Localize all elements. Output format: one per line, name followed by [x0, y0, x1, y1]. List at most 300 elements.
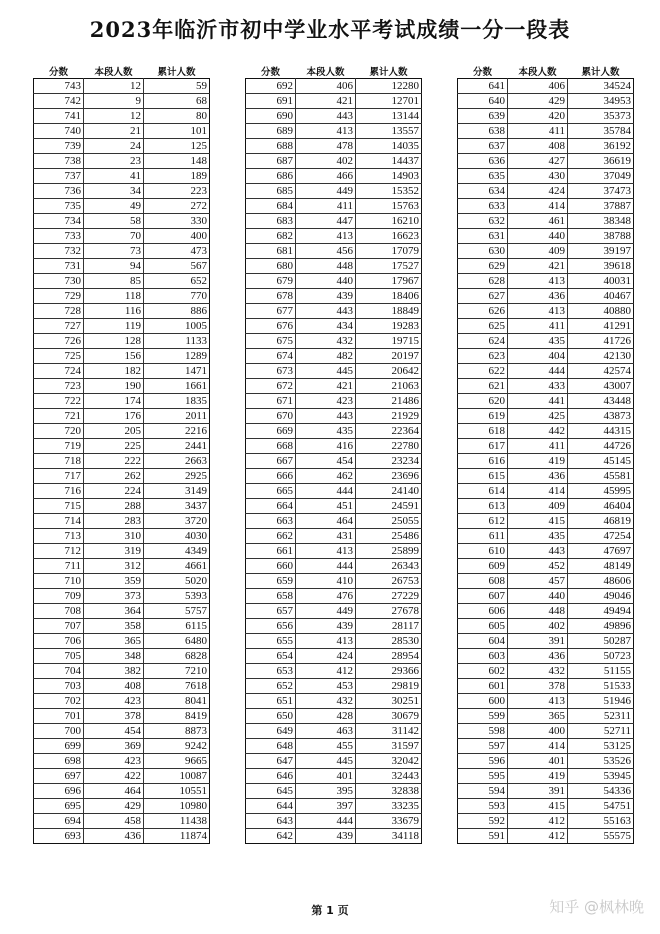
cumulative-count-cell: 28530 — [356, 634, 422, 649]
table-row — [458, 634, 634, 649]
segment-count-cell: 431 — [296, 529, 356, 544]
cumulative-count-cell: 272 — [144, 199, 210, 214]
table-row — [34, 319, 210, 334]
segment-count-cell: 454 — [296, 454, 356, 469]
score-cell: 691 — [246, 94, 296, 109]
table-row — [246, 514, 422, 529]
cumulative-count-cell: 36619 — [568, 154, 634, 169]
segment-count-cell: 409 — [508, 244, 568, 259]
cumulative-count-cell: 1133 — [144, 334, 210, 349]
cumulative-count-cell: 1835 — [144, 394, 210, 409]
segment-count-cell: 423 — [84, 754, 144, 769]
segment-count-cell: 413 — [296, 544, 356, 559]
table-row — [34, 754, 210, 769]
score-cell: 684 — [246, 199, 296, 214]
segment-count-cell: 70 — [84, 229, 144, 244]
cumulative-count-cell: 223 — [144, 184, 210, 199]
segment-count-cell: 482 — [296, 349, 356, 364]
cumulative-count-cell: 1661 — [144, 379, 210, 394]
table-row — [34, 94, 210, 109]
cumulative-count-cell: 21063 — [356, 379, 422, 394]
cumulative-count-cell: 44315 — [568, 424, 634, 439]
score-cell: 708 — [34, 604, 84, 619]
table-row — [246, 289, 422, 304]
table-row — [246, 559, 422, 574]
table-row — [458, 769, 634, 784]
cumulative-count-cell: 68 — [144, 94, 210, 109]
score-cell: 698 — [34, 754, 84, 769]
score-cell: 695 — [34, 799, 84, 814]
cumulative-count-cell: 18849 — [356, 304, 422, 319]
table-row — [34, 274, 210, 289]
table-row — [34, 769, 210, 784]
score-cell: 630 — [458, 244, 508, 259]
cumulative-count-cell: 6480 — [144, 634, 210, 649]
segment-count-cell: 358 — [84, 619, 144, 634]
cumulative-count-cell: 5757 — [144, 604, 210, 619]
segment-count-cell: 425 — [508, 409, 568, 424]
cumulative-count-cell: 1005 — [144, 319, 210, 334]
cumulative-count-cell: 17527 — [356, 259, 422, 274]
score-cell: 722 — [34, 394, 84, 409]
score-cell: 723 — [34, 379, 84, 394]
cumulative-count-cell: 400 — [144, 229, 210, 244]
table-row — [458, 469, 634, 484]
cumulative-count-cell: 30679 — [356, 709, 422, 724]
score-cell: 665 — [246, 484, 296, 499]
cumulative-count-cell: 17967 — [356, 274, 422, 289]
segment-count-cell: 413 — [508, 304, 568, 319]
score-cell: 713 — [34, 529, 84, 544]
table-row — [246, 334, 422, 349]
cumulative-count-cell: 5393 — [144, 589, 210, 604]
score-cell: 710 — [34, 574, 84, 589]
table-row — [246, 124, 422, 139]
score-cell: 736 — [34, 184, 84, 199]
score-cell: 682 — [246, 229, 296, 244]
score-cell: 604 — [458, 634, 508, 649]
segment-count-cell: 440 — [508, 589, 568, 604]
score-cell: 681 — [246, 244, 296, 259]
segment-count-cell: 432 — [508, 664, 568, 679]
cumulative-count-cell: 53526 — [568, 754, 634, 769]
score-cell: 651 — [246, 694, 296, 709]
table-row — [34, 529, 210, 544]
cumulative-count-cell: 49046 — [568, 589, 634, 604]
score-cell: 616 — [458, 454, 508, 469]
table-row — [34, 799, 210, 814]
score-cell: 662 — [246, 529, 296, 544]
cumulative-count-cell: 59 — [144, 79, 210, 94]
segment-count-cell: 12 — [84, 79, 144, 94]
table-row — [34, 589, 210, 604]
score-cell: 700 — [34, 724, 84, 739]
cumulative-count-cell: 46404 — [568, 499, 634, 514]
cumulative-count-cell: 1289 — [144, 349, 210, 364]
segment-count-cell: 262 — [84, 469, 144, 484]
table-row — [34, 619, 210, 634]
table-row — [246, 529, 422, 544]
table-row — [246, 784, 422, 799]
cumulative-count-cell: 41291 — [568, 319, 634, 334]
cumulative-count-cell: 13557 — [356, 124, 422, 139]
table-row — [458, 214, 634, 229]
segment-count-cell: 436 — [508, 469, 568, 484]
score-cell: 597 — [458, 739, 508, 754]
score-cell: 654 — [246, 649, 296, 664]
cumulative-count-cell: 10087 — [144, 769, 210, 784]
cumulative-count-cell: 40031 — [568, 274, 634, 289]
cumulative-count-cell: 20197 — [356, 349, 422, 364]
segment-count-cell: 435 — [508, 529, 568, 544]
table-row — [246, 154, 422, 169]
segment-count-cell: 412 — [296, 664, 356, 679]
segment-count-cell: 462 — [296, 469, 356, 484]
cumulative-count-cell: 30251 — [356, 694, 422, 709]
cumulative-count-cell: 23234 — [356, 454, 422, 469]
score-cell: 730 — [34, 274, 84, 289]
cumulative-count-cell: 26753 — [356, 574, 422, 589]
table-row — [458, 454, 634, 469]
cumulative-count-cell: 44726 — [568, 439, 634, 454]
segment-count-cell: 466 — [296, 169, 356, 184]
score-cell: 647 — [246, 754, 296, 769]
cumulative-count-cell: 21486 — [356, 394, 422, 409]
score-cell: 742 — [34, 94, 84, 109]
segment-count-cell: 24 — [84, 139, 144, 154]
table-row — [458, 259, 634, 274]
segment-count-cell: 448 — [508, 604, 568, 619]
cumulative-count-cell: 53125 — [568, 739, 634, 754]
segment-count-cell: 439 — [296, 829, 356, 844]
cumulative-count-cell: 34524 — [568, 79, 634, 94]
header-count: 本段人数 — [518, 67, 557, 78]
segment-count-cell: 422 — [84, 769, 144, 784]
score-cell: 696 — [34, 784, 84, 799]
segment-count-cell: 444 — [296, 559, 356, 574]
segment-count-cell: 444 — [508, 364, 568, 379]
table-row — [458, 784, 634, 799]
table-row — [246, 349, 422, 364]
table-row — [458, 799, 634, 814]
score-cell: 679 — [246, 274, 296, 289]
segment-count-cell: 359 — [84, 574, 144, 589]
table-row — [246, 649, 422, 664]
cumulative-count-cell: 46819 — [568, 514, 634, 529]
table-row — [458, 154, 634, 169]
cumulative-count-cell: 4030 — [144, 529, 210, 544]
score-cell: 601 — [458, 679, 508, 694]
table-row — [34, 184, 210, 199]
score-cell: 694 — [34, 814, 84, 829]
score-cell: 683 — [246, 214, 296, 229]
score-cell: 672 — [246, 379, 296, 394]
score-cell: 644 — [246, 799, 296, 814]
segment-count-cell: 58 — [84, 214, 144, 229]
cumulative-count-cell: 23696 — [356, 469, 422, 484]
segment-count-cell: 434 — [296, 319, 356, 334]
cumulative-count-cell: 39618 — [568, 259, 634, 274]
score-cell: 635 — [458, 169, 508, 184]
table-row — [246, 229, 422, 244]
segment-count-cell: 408 — [84, 679, 144, 694]
score-cell: 712 — [34, 544, 84, 559]
table-row — [34, 289, 210, 304]
table-row — [34, 259, 210, 274]
cumulative-count-cell: 28954 — [356, 649, 422, 664]
cumulative-count-cell: 48606 — [568, 574, 634, 589]
score-cell: 717 — [34, 469, 84, 484]
score-cell: 661 — [246, 544, 296, 559]
cumulative-count-cell: 28117 — [356, 619, 422, 634]
table-row — [246, 304, 422, 319]
table-row — [458, 649, 634, 664]
score-cell: 704 — [34, 664, 84, 679]
score-cell: 677 — [246, 304, 296, 319]
cumulative-count-cell: 55575 — [568, 829, 634, 844]
table-row — [246, 619, 422, 634]
segment-count-cell: 435 — [508, 334, 568, 349]
table-row — [34, 814, 210, 829]
table-row — [34, 544, 210, 559]
table-row — [458, 724, 634, 739]
segment-count-cell: 429 — [508, 94, 568, 109]
table-row — [458, 139, 634, 154]
score-cell: 603 — [458, 649, 508, 664]
segment-count-cell: 414 — [508, 739, 568, 754]
table-row — [458, 709, 634, 724]
score-cell: 593 — [458, 799, 508, 814]
score-cell: 699 — [34, 739, 84, 754]
score-cell: 634 — [458, 184, 508, 199]
segment-count-cell: 421 — [508, 259, 568, 274]
table-row — [458, 229, 634, 244]
table-row — [458, 289, 634, 304]
page-title: 2023年临沂市初中学业水平考试成绩一分一段表 — [89, 17, 571, 42]
segment-count-cell: 478 — [296, 139, 356, 154]
segment-count-cell: 427 — [508, 154, 568, 169]
table-row — [34, 679, 210, 694]
segment-count-cell: 457 — [508, 574, 568, 589]
segment-count-cell: 402 — [508, 619, 568, 634]
score-cell: 642 — [246, 829, 296, 844]
score-cell: 641 — [458, 79, 508, 94]
cumulative-count-cell: 53945 — [568, 769, 634, 784]
score-cell: 652 — [246, 679, 296, 694]
table-row — [34, 724, 210, 739]
cumulative-count-cell: 37049 — [568, 169, 634, 184]
segment-count-cell: 464 — [296, 514, 356, 529]
score-cell: 600 — [458, 694, 508, 709]
score-cell: 637 — [458, 139, 508, 154]
score-cell: 648 — [246, 739, 296, 754]
segment-count-cell: 476 — [296, 589, 356, 604]
table-row — [34, 484, 210, 499]
score-cell: 627 — [458, 289, 508, 304]
cumulative-count-cell: 652 — [144, 274, 210, 289]
cumulative-count-cell: 24591 — [356, 499, 422, 514]
score-cell: 733 — [34, 229, 84, 244]
table-row — [458, 679, 634, 694]
cumulative-count-cell: 51155 — [568, 664, 634, 679]
table-row — [246, 814, 422, 829]
segment-count-cell: 430 — [508, 169, 568, 184]
table-row — [458, 274, 634, 289]
segment-count-cell: 439 — [296, 619, 356, 634]
score-cell: 706 — [34, 634, 84, 649]
table-row — [246, 499, 422, 514]
segment-count-cell: 412 — [508, 814, 568, 829]
cumulative-count-cell: 43448 — [568, 394, 634, 409]
score-cell: 640 — [458, 94, 508, 109]
segment-count-cell: 128 — [84, 334, 144, 349]
score-cell: 701 — [34, 709, 84, 724]
table-row — [458, 574, 634, 589]
segment-count-cell: 401 — [296, 769, 356, 784]
segment-count-cell: 225 — [84, 439, 144, 454]
segment-count-cell: 458 — [84, 814, 144, 829]
segment-count-cell: 391 — [508, 784, 568, 799]
score-cell: 685 — [246, 184, 296, 199]
cumulative-count-cell: 24140 — [356, 484, 422, 499]
segment-count-cell: 116 — [84, 304, 144, 319]
segment-count-cell: 435 — [296, 424, 356, 439]
score-cell: 610 — [458, 544, 508, 559]
table-row — [34, 109, 210, 124]
table-row — [34, 409, 210, 424]
header-cumulative: 累计人数 — [157, 67, 196, 78]
score-cell: 667 — [246, 454, 296, 469]
score-cell: 595 — [458, 769, 508, 784]
score-cell: 678 — [246, 289, 296, 304]
table-row — [458, 379, 634, 394]
table-row — [458, 529, 634, 544]
segment-count-cell: 406 — [508, 79, 568, 94]
score-cell: 705 — [34, 649, 84, 664]
cumulative-count-cell: 16623 — [356, 229, 422, 244]
segment-count-cell: 404 — [508, 349, 568, 364]
table-row — [458, 124, 634, 139]
segment-count-cell: 414 — [508, 199, 568, 214]
segment-count-cell: 190 — [84, 379, 144, 394]
table-row — [458, 199, 634, 214]
table-row — [246, 679, 422, 694]
cumulative-count-cell: 4661 — [144, 559, 210, 574]
cumulative-count-cell: 473 — [144, 244, 210, 259]
score-cell: 621 — [458, 379, 508, 394]
cumulative-count-cell: 54751 — [568, 799, 634, 814]
cumulative-count-cell: 16210 — [356, 214, 422, 229]
segment-count-cell: 421 — [296, 94, 356, 109]
cumulative-count-cell: 3720 — [144, 514, 210, 529]
cumulative-count-cell: 43873 — [568, 409, 634, 424]
score-cell: 703 — [34, 679, 84, 694]
table-row — [34, 709, 210, 724]
cumulative-count-cell: 49896 — [568, 619, 634, 634]
cumulative-count-cell: 7618 — [144, 679, 210, 694]
page-number: 第 1 页 — [311, 904, 349, 917]
table-row — [458, 589, 634, 604]
cumulative-count-cell: 9242 — [144, 739, 210, 754]
score-cell: 618 — [458, 424, 508, 439]
segment-count-cell: 414 — [508, 484, 568, 499]
score-cell: 602 — [458, 664, 508, 679]
score-cell: 658 — [246, 589, 296, 604]
score-cell: 663 — [246, 514, 296, 529]
score-cell: 714 — [34, 514, 84, 529]
segment-count-cell: 443 — [508, 544, 568, 559]
table-row — [246, 634, 422, 649]
segment-count-cell: 365 — [84, 634, 144, 649]
cumulative-count-cell: 32042 — [356, 754, 422, 769]
table-row — [246, 259, 422, 274]
table-row — [34, 829, 210, 844]
score-cell: 707 — [34, 619, 84, 634]
table-row — [458, 754, 634, 769]
cumulative-count-cell: 11874 — [144, 829, 210, 844]
segment-count-cell: 428 — [296, 709, 356, 724]
cumulative-count-cell: 22364 — [356, 424, 422, 439]
table-row — [34, 469, 210, 484]
score-cell: 646 — [246, 769, 296, 784]
cumulative-count-cell: 12280 — [356, 79, 422, 94]
cumulative-count-cell: 6828 — [144, 649, 210, 664]
segment-count-cell: 413 — [296, 229, 356, 244]
cumulative-count-cell: 10980 — [144, 799, 210, 814]
segment-count-cell: 453 — [296, 679, 356, 694]
cumulative-count-cell: 2216 — [144, 424, 210, 439]
score-cell: 617 — [458, 439, 508, 454]
segment-count-cell: 442 — [508, 424, 568, 439]
segment-count-cell: 423 — [296, 394, 356, 409]
score-cell: 664 — [246, 499, 296, 514]
table-row — [458, 829, 634, 844]
header-cumulative: 累计人数 — [369, 67, 408, 78]
table-row — [246, 754, 422, 769]
table-row — [458, 604, 634, 619]
segment-count-cell: 413 — [508, 274, 568, 289]
table-row — [34, 199, 210, 214]
segment-count-cell: 411 — [508, 439, 568, 454]
score-cell: 670 — [246, 409, 296, 424]
table-row — [246, 214, 422, 229]
cumulative-count-cell: 10551 — [144, 784, 210, 799]
segment-count-cell: 421 — [296, 379, 356, 394]
table-row — [34, 499, 210, 514]
table-row — [458, 739, 634, 754]
header-cumulative: 累计人数 — [581, 67, 620, 78]
cumulative-count-cell: 2663 — [144, 454, 210, 469]
cumulative-count-cell: 22780 — [356, 439, 422, 454]
score-cell: 591 — [458, 829, 508, 844]
score-cell: 629 — [458, 259, 508, 274]
score-cell: 732 — [34, 244, 84, 259]
cumulative-count-cell: 11438 — [144, 814, 210, 829]
cumulative-count-cell: 18406 — [356, 289, 422, 304]
segment-count-cell: 440 — [296, 274, 356, 289]
cumulative-count-cell: 37473 — [568, 184, 634, 199]
cumulative-count-cell: 27229 — [356, 589, 422, 604]
cumulative-count-cell: 1471 — [144, 364, 210, 379]
segment-count-cell: 448 — [296, 259, 356, 274]
score-cell: 738 — [34, 154, 84, 169]
table-row — [246, 109, 422, 124]
score-cell: 622 — [458, 364, 508, 379]
segment-count-cell: 436 — [84, 829, 144, 844]
table-row — [34, 79, 210, 94]
cumulative-count-cell: 330 — [144, 214, 210, 229]
cumulative-count-cell: 4349 — [144, 544, 210, 559]
